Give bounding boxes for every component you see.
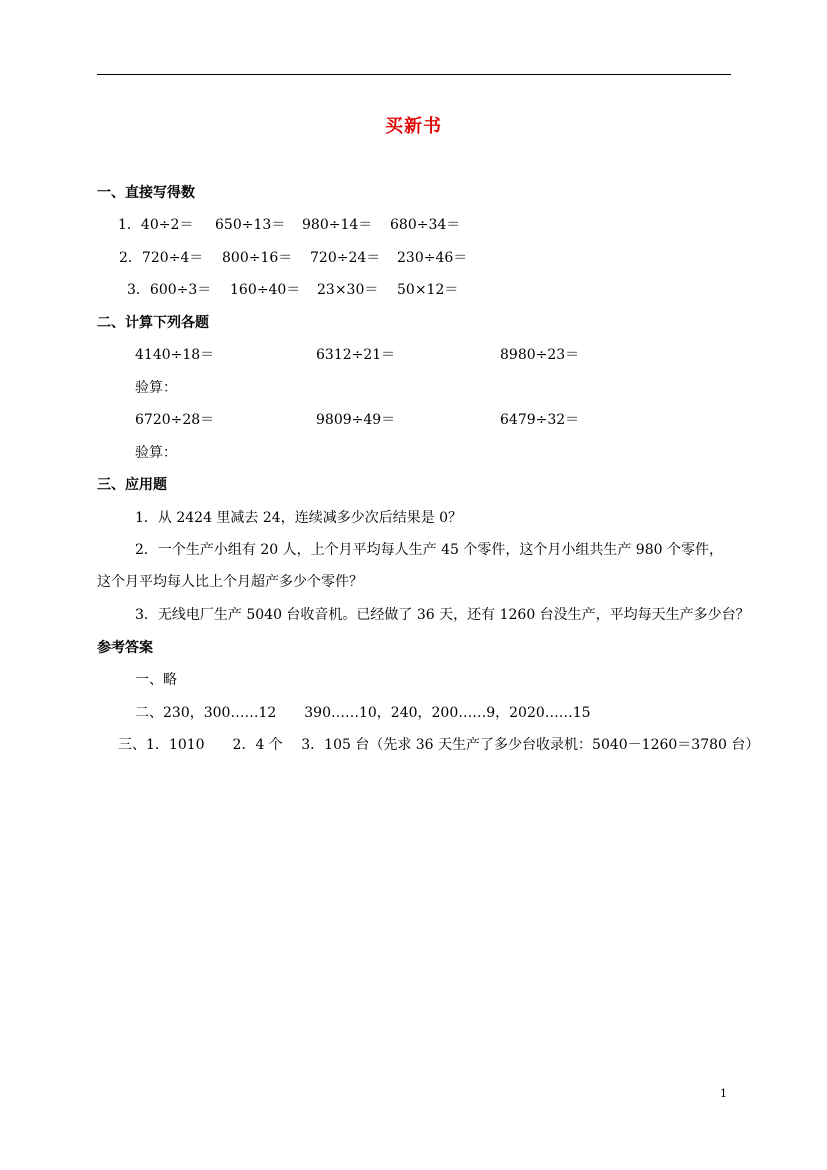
problem: 8980÷23＝	[500, 347, 580, 363]
problem: 980÷14＝	[302, 217, 373, 233]
answer: 一、略	[135, 672, 177, 688]
word-problem: 3．无线电厂生产 5040 台收音机。已经做了 36 天，还有 1260 台没生产，平均每天生产多少台？	[135, 607, 750, 623]
check-label: 验算：	[135, 380, 177, 396]
word-problem-continued: 这个月平均每人比上个月超产多少个零件？	[97, 574, 363, 590]
section-heading: 三、应用题	[97, 477, 167, 493]
problem: 720÷24＝	[310, 250, 381, 266]
problem: 9809÷49＝	[316, 412, 396, 428]
header-rule	[97, 74, 731, 75]
problem: 2．720÷4＝	[119, 250, 204, 266]
problem: 6720÷28＝	[135, 412, 215, 428]
page-title: 买新书	[385, 116, 442, 137]
problem: 6312÷21＝	[316, 347, 396, 363]
problem: 230÷46＝	[397, 250, 468, 266]
problem: 23×30＝	[317, 282, 379, 298]
problem: 680÷34＝	[390, 217, 461, 233]
check-label: 验算：	[135, 445, 177, 461]
problem: 800÷16＝	[222, 250, 293, 266]
problem: 50×12＝	[397, 282, 459, 298]
answer: 二、230，300……12 390……10，240，200……9，2020……15	[135, 705, 591, 721]
section-heading: 一、直接写得数	[97, 185, 195, 201]
problem: 3．600÷3＝	[127, 282, 212, 298]
section-heading: 二、计算下列各题	[97, 315, 209, 331]
problem: 6479÷32＝	[500, 412, 580, 428]
problem: 1．40÷2＝	[118, 217, 194, 233]
answers-heading: 参考答案	[97, 640, 153, 656]
page-number: 1	[720, 1087, 727, 1100]
problem: 160÷40＝	[230, 282, 301, 298]
problem: 650÷13＝	[215, 217, 286, 233]
word-problem: 2．一个生产小组有 20 人，上个月平均每人生产 45 个零件，这个月小组共生产 980 个零件，	[135, 542, 723, 558]
answer: 三、1．1010 2．4 个 3．105 台（先求 36 天生产了多少台收录机：5040－1260＝3780 台）	[118, 737, 760, 753]
word-problem: 1．从 2424 里减去 24，连续减多少次后结果是 0？	[135, 510, 463, 526]
problem: 4140÷18＝	[135, 347, 215, 363]
